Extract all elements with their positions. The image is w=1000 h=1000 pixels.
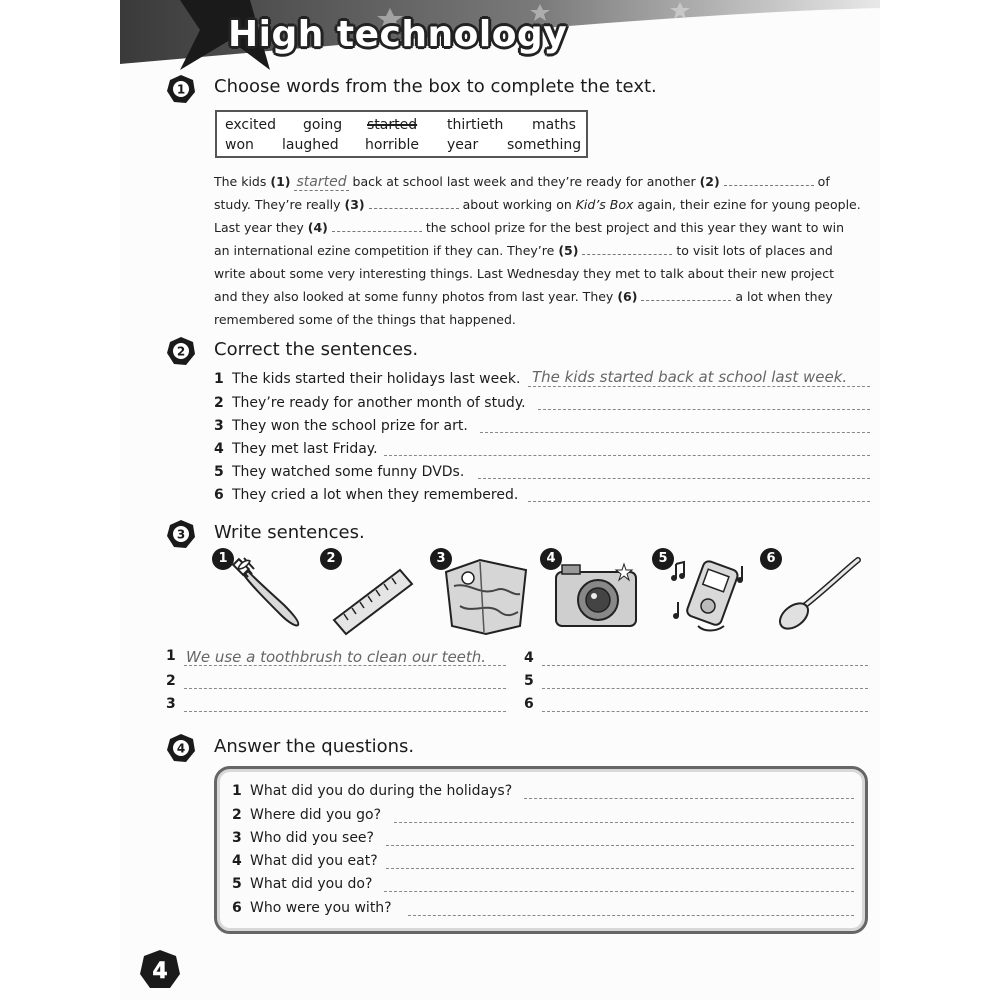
answer-line[interactable]	[528, 501, 870, 502]
write-line-3: 3	[166, 696, 176, 712]
text-line-3: Last year they (4) the school prize for the best project and this year they want to win	[214, 220, 845, 235]
word: maths	[532, 117, 576, 133]
blank-2[interactable]	[724, 174, 814, 186]
answer-line[interactable]	[542, 688, 868, 689]
answer-line[interactable]	[386, 868, 854, 869]
word: year	[447, 137, 479, 153]
page-number-badge	[138, 948, 182, 992]
map-icon	[440, 556, 530, 638]
answer-line[interactable]	[386, 845, 854, 846]
correct-item-2: 2 They’re ready for another month of study.	[214, 395, 526, 411]
correct-item-3: 3 They won the school prize for art.	[214, 418, 468, 434]
blank-3[interactable]	[369, 197, 459, 209]
question-3: 3 Who did you see?	[232, 830, 374, 846]
blank-6[interactable]	[641, 289, 731, 301]
blank-4[interactable]	[332, 220, 422, 232]
correct-item-4: 4 They met last Friday.	[214, 441, 378, 457]
word-box	[215, 110, 588, 158]
blank-5[interactable]	[582, 243, 672, 255]
section-3-badge-icon	[166, 519, 196, 549]
svg-text:3: 3	[176, 527, 186, 542]
word: won	[225, 137, 254, 153]
answer-line[interactable]	[384, 455, 870, 456]
picture-number: 5	[652, 548, 674, 570]
correct-item-5: 5 They watched some funny DVDs.	[214, 464, 465, 480]
picture-number: 6	[760, 548, 782, 570]
question-1: 1 What did you do during the holidays?	[232, 783, 513, 799]
word: horrible	[365, 137, 419, 153]
ruler-icon	[326, 558, 416, 638]
spoon-icon	[774, 556, 864, 632]
svg-text:2: 2	[176, 344, 186, 359]
svg-text:1: 1	[176, 82, 186, 97]
correct-item-6: 6 They cried a lot when they remembered.	[214, 487, 519, 503]
word: something	[507, 137, 582, 153]
section-1-heading: Choose words from the box to complete the text.	[214, 76, 657, 97]
answer-1-filled: started	[296, 174, 347, 190]
section-4-heading: Answer the questions.	[214, 736, 415, 757]
answer-line[interactable]	[184, 688, 506, 689]
word: going	[303, 117, 343, 133]
answer-line[interactable]	[524, 798, 854, 799]
section-3-heading: Write sentences.	[214, 522, 365, 543]
question-2: 2 Where did you go?	[232, 807, 382, 823]
mp3-player-icon	[668, 554, 758, 638]
answer-line[interactable]	[480, 432, 870, 433]
word: excited	[225, 117, 276, 133]
answer-line[interactable]	[542, 665, 868, 666]
text-line-6: and they also looked at some funny photos from last year. They (6) a lot when they	[214, 289, 833, 304]
question-4: 4 What did you eat?	[232, 853, 378, 869]
write-answer-1: We use a toothbrush to clean our teeth.	[186, 648, 487, 666]
correct-answer-1: The kids started back at school last week.	[532, 368, 848, 386]
answer-line[interactable]	[184, 711, 506, 712]
word-crossed: started	[367, 117, 418, 133]
section-4-badge-icon	[166, 733, 196, 763]
page-number: 4	[152, 959, 168, 984]
word: laughed	[282, 137, 339, 153]
picture-number: 2	[320, 548, 342, 570]
answer-line[interactable]	[394, 822, 854, 823]
picture-number: 3	[430, 548, 452, 570]
camera-icon	[552, 560, 642, 630]
text-line-1: The kids (1) started back at school last week and they’re ready for another (2) of	[214, 174, 830, 190]
section-2-heading: Correct the sentences.	[214, 339, 419, 360]
answer-line[interactable]	[478, 478, 870, 479]
page-title: High technology	[228, 14, 568, 55]
answer-line[interactable]	[542, 711, 868, 712]
answer-line[interactable]	[384, 891, 854, 892]
text-line-7: remembered some of the things that happened.	[214, 312, 516, 327]
write-line-5: 5	[524, 673, 534, 689]
text-line-2: study. They’re really (3) about working on Kid’s Box again, their ezine for young people.	[214, 197, 861, 212]
answer-line[interactable]	[408, 915, 854, 916]
picture-number: 4	[540, 548, 562, 570]
section-2-badge-icon	[166, 336, 196, 366]
text-line-5: write about some very interesting things. Last Wednesday they met to talk about their new project	[214, 266, 834, 281]
answer-line[interactable]	[528, 386, 870, 387]
section-1-badge-icon	[166, 74, 196, 104]
write-line-4: 4	[524, 650, 534, 666]
word: thirtieth	[447, 117, 504, 133]
picture-number: 1	[212, 548, 234, 570]
toothbrush-icon	[226, 555, 306, 635]
write-line-2: 2	[166, 673, 176, 689]
write-line-1: 1	[166, 648, 176, 664]
answer-line[interactable]	[538, 409, 870, 410]
correct-item-1: 1 The kids started their holidays last week.	[214, 371, 521, 387]
question-5: 5 What did you do?	[232, 876, 373, 892]
answer-line[interactable]	[184, 665, 506, 666]
svg-text:4: 4	[176, 741, 186, 756]
question-6: 6 Who were you with?	[232, 900, 392, 916]
write-line-6: 6	[524, 696, 534, 712]
text-line-4: an international ezine competition if they can. They’re (5) to visit lots of places and	[214, 243, 833, 258]
